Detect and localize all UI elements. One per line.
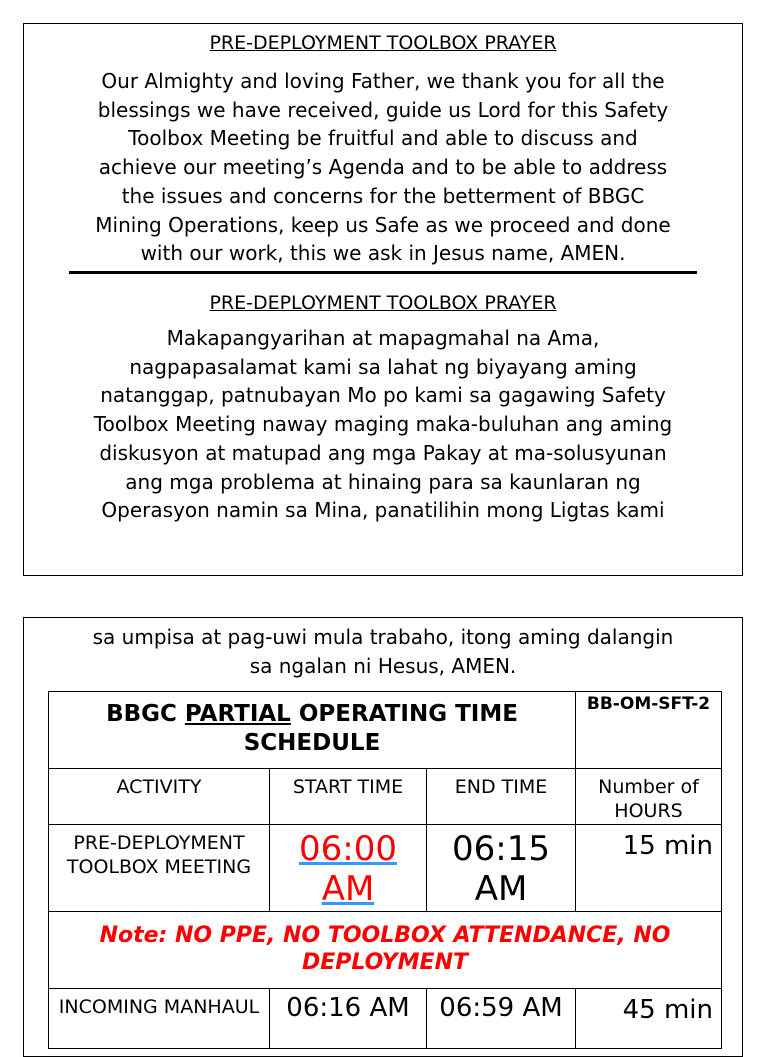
document-code: BB-OM-SFT-2 [576, 692, 722, 769]
prayer-line: achieve our meeting’s Agenda and to be able to address [98, 155, 668, 180]
prayer-line: Makapangyarihan at mapagmahal na Ama, [166, 326, 600, 350]
prayer-tagalog-title: PRE-DEPLOYMENT TOOLBOX PRAYER [209, 292, 557, 314]
prayer-line: diskusyon at matupad ang mga Pakay at ma-solusyunan [99, 440, 667, 465]
document-page-1 [23, 23, 743, 576]
schedule-title-prefix: BBGC [106, 701, 185, 727]
prayer-line: sa umpisa at pag-uwi mula trabaho, itong aming dalangin [92, 625, 674, 649]
prayer-line: Mining Operations, keep us Safe as we proceed and done [95, 212, 671, 237]
note-row [49, 912, 722, 989]
prayer-english-title: PRE-DEPLOYMENT TOOLBOX PRAYER [209, 32, 557, 54]
prayer-line: sa ngalan ni Hesus, AMEN. [249, 653, 517, 678]
header-activity: ACTIVITY [49, 769, 270, 825]
activity-cell: PRE-DEPLOYMENT TOOLBOX MEETING [49, 825, 270, 912]
schedule-title-underlined: PARTIAL [184, 701, 291, 727]
prayer-tagalog-continuation [63, 623, 703, 680]
duration-cell: 15 min [576, 825, 722, 912]
prayer-line: blessings we have received, guide us Lord for this Safety [97, 97, 669, 122]
header-number-of-hours: Number of HOURS [576, 769, 722, 825]
prayer-tagalog-body [63, 324, 703, 525]
header-start-time: START TIME [270, 769, 427, 825]
prayer-line: Operasyon namin sa Mina, panatilihin mong Ligtas kami [101, 498, 665, 523]
schedule-header-row [49, 769, 722, 825]
prayer-line: nagpapasalamat kami sa lahat ng biyayang aming [129, 354, 637, 379]
table-row [49, 989, 722, 1049]
section-divider [69, 271, 697, 274]
end-time-cell: 06:15 AM [427, 825, 576, 912]
prayer-line: Toolbox Meeting naway maging maka-buluhan ang aming [93, 412, 673, 437]
table-row [49, 825, 722, 912]
prayer-line: with our work, this we ask in Jesus name, AMEN. [140, 241, 626, 266]
prayer-english-body [63, 67, 703, 268]
activity-cell: INCOMING MANHAUL [49, 989, 270, 1049]
duration-cell: 45 min [576, 989, 722, 1049]
prayer-line: ang mga problema at hinaing para sa kaunlaran ng [125, 469, 641, 494]
header-end-time: END TIME [427, 769, 576, 825]
schedule-title-row [49, 692, 722, 769]
prayer-line: natanggap, patnubayan Mo po kami sa gagawing Safety [100, 383, 666, 408]
schedule-title [49, 692, 576, 769]
end-time-cell: 06:59 AM [427, 989, 576, 1049]
prayer-line: Our Almighty and loving Father, we thank you for all the [101, 69, 665, 93]
prayer-line: the issues and concerns for the betterment of BBGC [121, 183, 645, 208]
start-time-cell: 06:00 AM [270, 825, 427, 912]
deployment-note: Note: NO PPE, NO TOOLBOX ATTENDANCE, NO DEPLOYMENT [49, 912, 722, 989]
operating-time-schedule-table [48, 691, 722, 1049]
prayer-line: Toolbox Meeting be fruitful and able to discuss and [128, 126, 638, 151]
schedule-title-suffix: OPERATING TIME SCHEDULE [243, 701, 518, 756]
start-time-cell: 06:16 AM [270, 989, 427, 1049]
document-page-2 [23, 617, 743, 1057]
